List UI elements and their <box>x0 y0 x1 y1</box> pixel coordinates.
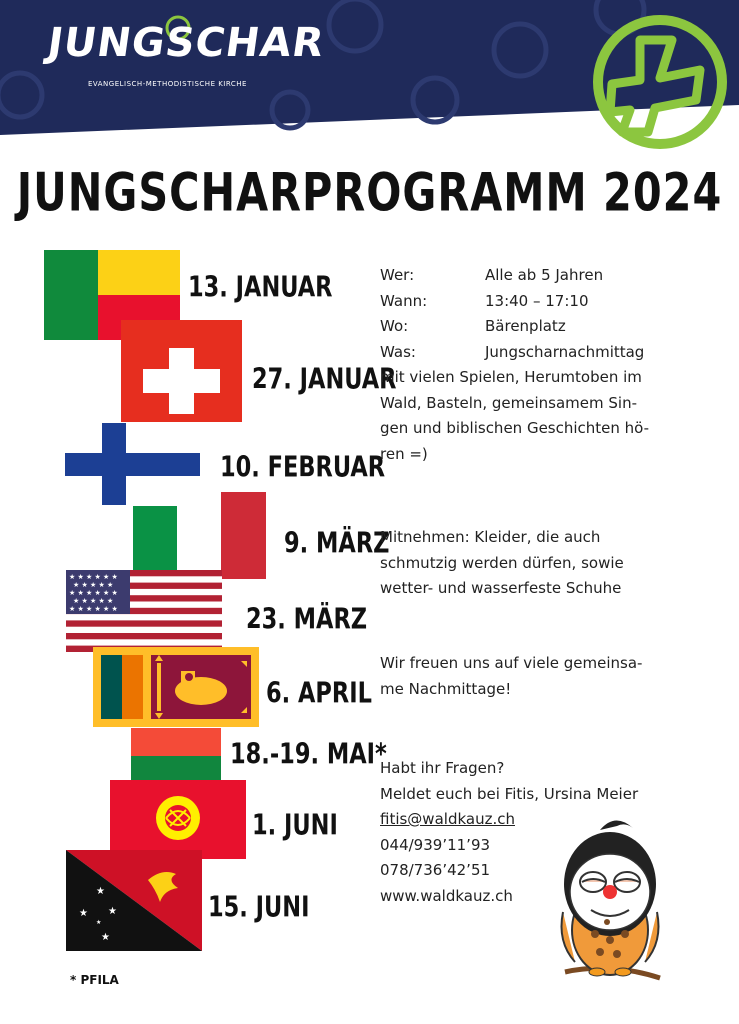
date-label: 18.-19. MAI* <box>230 737 387 771</box>
svg-text:★ ★ ★ ★ ★ ★: ★ ★ ★ ★ ★ ★ <box>69 589 118 597</box>
svg-text:★ ★ ★ ★ ★: ★ ★ ★ ★ ★ <box>73 581 114 589</box>
flag-switzerland <box>121 320 242 422</box>
logo-subtitle: EVANGELISCH-METHODISTISCHE KIRCHE <box>88 80 247 88</box>
date-label: 27. JANUAR <box>252 362 397 396</box>
was-value: Jungscharnachmittag <box>485 342 645 361</box>
date-label: 6. APRIL <box>266 676 372 710</box>
flag-papua-new-guinea <box>66 850 202 951</box>
website-link[interactable]: www.waldkauz.ch <box>380 886 513 905</box>
flag-italy <box>133 492 266 579</box>
svg-text:★: ★ <box>108 906 117 917</box>
owl-illustration <box>555 812 665 987</box>
wo-label: Wo: <box>380 317 409 335</box>
mitnehmen-line: wetter- und wasserfeste Schuhe <box>380 579 622 597</box>
was-text-line: ren =) <box>380 444 428 463</box>
flag-kyrgyzstan <box>110 780 246 859</box>
svg-text:★ ★ ★ ★ ★: ★ ★ ★ ★ ★ <box>73 597 114 605</box>
email-link[interactable]: fitis@waldkauz.ch <box>380 810 515 828</box>
wo-value: Bärenplatz <box>485 317 566 335</box>
page-title: JUNGSCHARPROGRAMM 2024 <box>16 160 723 224</box>
date-label: 13. JANUAR <box>188 270 333 304</box>
freuen-block <box>380 651 680 702</box>
was-label: Was: <box>380 342 416 361</box>
date-label: 9. MÄRZ <box>284 526 390 560</box>
svg-text:★: ★ <box>101 932 110 943</box>
svg-text:★ ★ ★ ★ ★ ★: ★ ★ ★ ★ ★ ★ <box>69 605 118 613</box>
mitnehmen-line: schmutzig werden dürfen, sowie <box>380 553 624 572</box>
freuen-line: Wir freuen uns auf viele gemeinsa- <box>380 654 643 672</box>
footnote: * PFILA <box>70 973 119 987</box>
was-text-line: mit vielen Spielen, Herumtoben im <box>380 368 642 386</box>
was-text-line: gen und biblischen Geschichten hö- <box>380 419 650 437</box>
flag-usa <box>66 570 222 652</box>
svg-text:★: ★ <box>96 886 105 897</box>
fragen-line: Meldet euch bei Fitis, Ursina Meier <box>380 784 639 803</box>
fragen-line: Habt ihr Fragen? <box>380 759 505 777</box>
wann-label: Wann: <box>380 291 428 310</box>
mitnehmen-line: Mitnehmen: Kleider, die auch <box>380 528 601 546</box>
logo-wordmark: JUNGSCHAR <box>44 20 328 66</box>
wer-label: Wer: <box>380 266 415 284</box>
phone-number: 044/939’11’93 <box>380 835 491 854</box>
flag-sri-lanka <box>93 647 259 727</box>
wer-value: Alle ab 5 Jahren <box>485 266 604 284</box>
date-label: 15. JUNI <box>208 890 310 924</box>
date-label: 23. MÄRZ <box>246 602 368 636</box>
wann-value: 13:40 – 17:10 <box>485 291 589 310</box>
svg-text:★ ★ ★ ★ ★ ★: ★ ★ ★ ★ ★ ★ <box>69 573 118 581</box>
svg-text:★: ★ <box>79 908 88 919</box>
freuen-line: me Nachmittage! <box>380 679 512 698</box>
mitnehmen-block <box>380 525 680 602</box>
was-text-line: Wald, Basteln, gemeinsamem Sin- <box>380 393 638 412</box>
date-label: 1. JUNI <box>252 808 338 842</box>
phone-number: 078/736’42’51 <box>380 861 491 879</box>
info-block <box>380 263 680 467</box>
date-label: 10. FEBRUAR <box>220 450 386 484</box>
svg-text:★: ★ <box>96 919 102 926</box>
